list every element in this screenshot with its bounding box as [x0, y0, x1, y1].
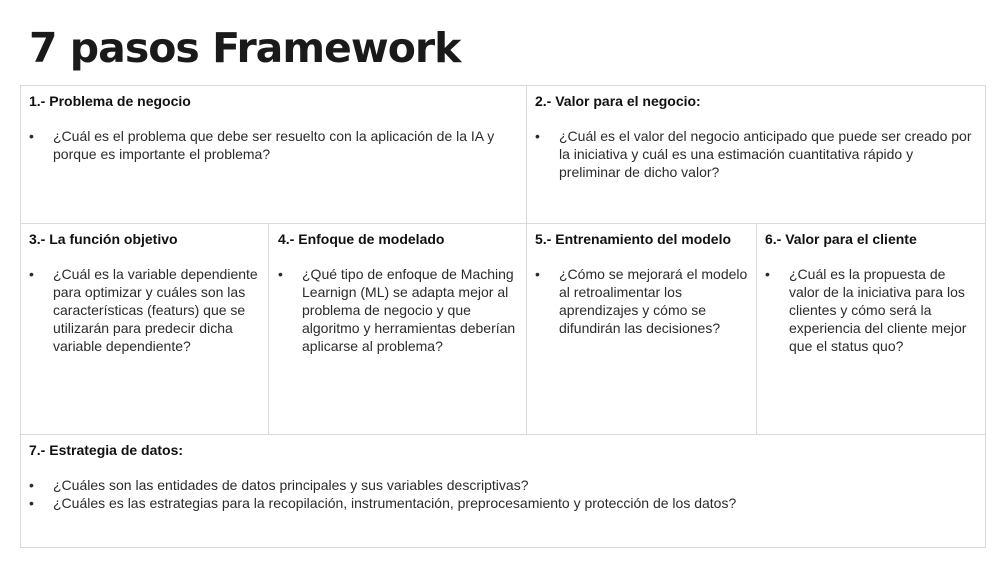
step-questions: [29, 265, 260, 355]
step-questions: [29, 127, 518, 163]
step-heading: 2.- Valor para el negocio:: [535, 93, 701, 109]
question-item: • ¿Cómo se mejorará el modelo al retroalimentar los aprendizajes y cómo se difundirán las decisiones?: [535, 265, 748, 337]
question-item: • ¿Cuáles es las estrategias para la recopilación, instrumentación, preprocesamiento y protección de los datos?: [29, 494, 977, 512]
step-questions: [29, 476, 977, 512]
step-questions: [278, 265, 518, 355]
step-questions: [535, 265, 748, 337]
step-business-value: [527, 86, 985, 223]
question-item: • ¿Cuál es el problema que debe ser resuelto con la aplicación de la IA y porque es importante el problema?: [29, 127, 518, 163]
question-item: • ¿Qué tipo de enfoque de Maching Learnign (ML) se adapta mejor al problema de negocio y que algoritmo y herramientas deberían aplicarse al problema?: [278, 265, 518, 355]
step-modeling-approach: [270, 224, 526, 434]
page-title: 7 pasos Framework: [29, 24, 461, 72]
question-item: • ¿Cuál es el valor del negocio anticipado que puede ser creado por la iniciativa y cuál es una estimación cuantitativa rápido y preliminar de dicho valor?: [535, 127, 977, 181]
step-heading: 5.- Entrenamiento del modelo: [535, 231, 732, 247]
question-item: • ¿Cuál es la variable dependiente para optimizar y cuáles son las características (featurs) que se utilizarán para predecir dicha variable dependiente?: [29, 265, 260, 355]
step-questions: [535, 127, 977, 181]
step-objective-function: [21, 224, 268, 434]
step-heading: 6.- Valor para el cliente: [765, 231, 917, 247]
question-item: • ¿Cuáles son las entidades de datos principales y sus variables descriptivas?: [29, 476, 977, 494]
step-data-strategy: [21, 435, 985, 547]
step-questions: [765, 265, 977, 355]
framework-grid: [20, 85, 986, 548]
step-heading: 7.- Estrategia de datos:: [29, 442, 184, 458]
question-item: • ¿Cuál es la propuesta de valor de la iniciativa para los clientes y cómo será la experiencia del cliente mejor que el status quo?: [765, 265, 977, 355]
step-heading: 4.- Enfoque de modelado: [278, 231, 445, 247]
step-business-problem: [21, 86, 526, 223]
divider: [268, 223, 269, 434]
step-heading: 3.- La función objetivo: [29, 231, 178, 247]
step-heading: 1.- Problema de negocio: [29, 93, 191, 109]
step-customer-value: [757, 224, 985, 434]
step-model-training: [527, 224, 756, 434]
